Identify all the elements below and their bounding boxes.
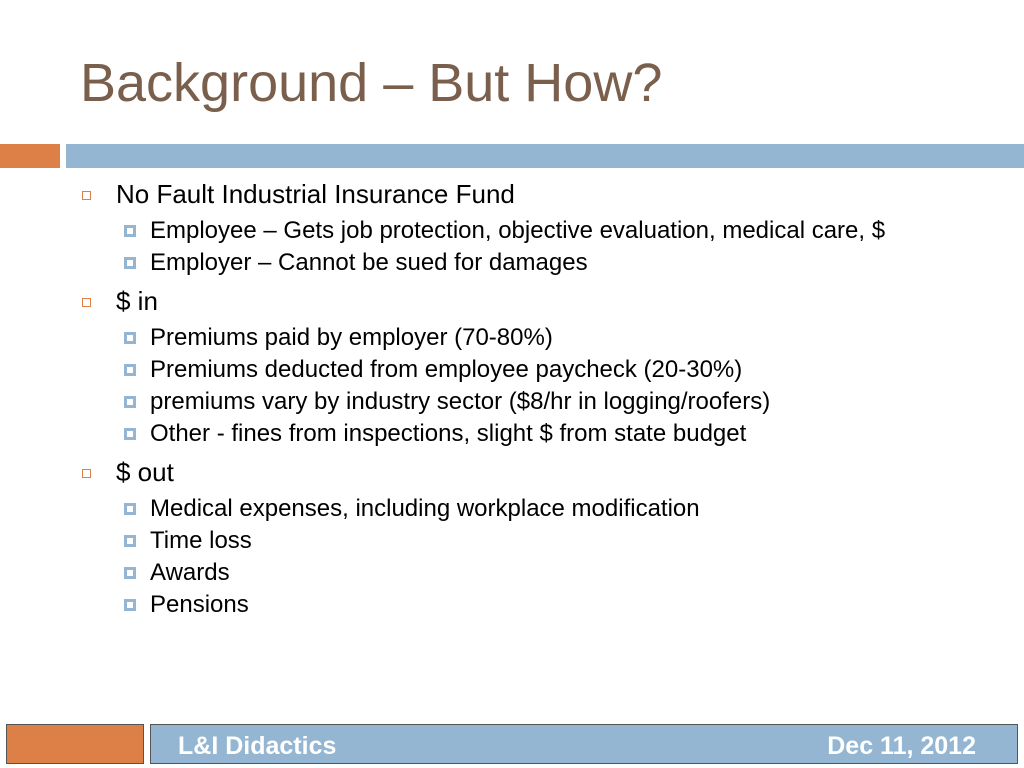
sub-list-item [116, 249, 940, 276]
square-bullet-icon [82, 191, 91, 200]
bullet-text: No Fault Industrial Insurance Fund [116, 179, 515, 209]
bullet-text: $ out [116, 457, 174, 487]
square-bullet-icon [124, 503, 136, 515]
sub-bullet-text: Time loss [150, 527, 252, 554]
sub-bullet-text: Employer – Cannot be sued for damages [150, 249, 588, 276]
title-accent-blue-bar [66, 144, 1024, 168]
sub-bullet-text: Awards [150, 559, 230, 586]
sub-list-item [116, 495, 940, 522]
square-bullet-icon [124, 364, 136, 376]
sub-bullet-text: Employee – Gets job protection, objective evaluation, medical care, $ [150, 217, 886, 244]
square-bullet-icon [124, 428, 136, 440]
sub-bullet-text: Pensions [150, 591, 249, 618]
sub-list-item [116, 559, 940, 586]
title-accent-orange-bar [0, 144, 60, 168]
sub-list-item [116, 217, 940, 244]
square-bullet-icon [124, 396, 136, 408]
sub-list-item [116, 324, 940, 351]
footer-accent-orange-box [6, 724, 144, 764]
square-bullet-icon [124, 599, 136, 611]
square-bullet-icon [124, 332, 136, 344]
list-item [0, 454, 1024, 618]
square-bullet-icon [124, 225, 136, 237]
square-bullet-icon [124, 535, 136, 547]
square-bullet-icon [124, 567, 136, 579]
bullet-list [0, 176, 1024, 621]
sub-bullet-list [116, 495, 1024, 618]
footer-label: L&I Didactics [178, 732, 337, 760]
square-bullet-icon [82, 298, 91, 307]
sub-list-item [116, 420, 940, 447]
sub-list-item [116, 356, 940, 383]
slide-title: Background – But How? [80, 53, 663, 113]
sub-bullet-text: Medical expenses, including workplace modification [150, 495, 700, 522]
sub-bullet-text: Other - fines from inspections, slight $ from state budget [150, 420, 747, 447]
footer-date: Dec 11, 2012 [827, 732, 976, 760]
sub-bullet-list [116, 217, 1024, 276]
square-bullet-icon [124, 257, 136, 269]
list-item [0, 283, 1024, 447]
sub-bullet-text: Premiums paid by employer (70-80%) [150, 324, 553, 351]
sub-bullet-text: Premiums deducted from employee paycheck (20-30%) [150, 356, 743, 383]
square-bullet-icon [82, 469, 91, 478]
sub-list-item [116, 388, 940, 415]
bullet-text: $ in [116, 286, 158, 316]
list-item [0, 176, 1024, 276]
sub-list-item [116, 591, 940, 618]
sub-list-item [116, 527, 940, 554]
sub-bullet-text: premiums vary by industry sector ($8/hr in logging/roofers) [150, 388, 771, 415]
sub-bullet-list [116, 324, 1024, 447]
